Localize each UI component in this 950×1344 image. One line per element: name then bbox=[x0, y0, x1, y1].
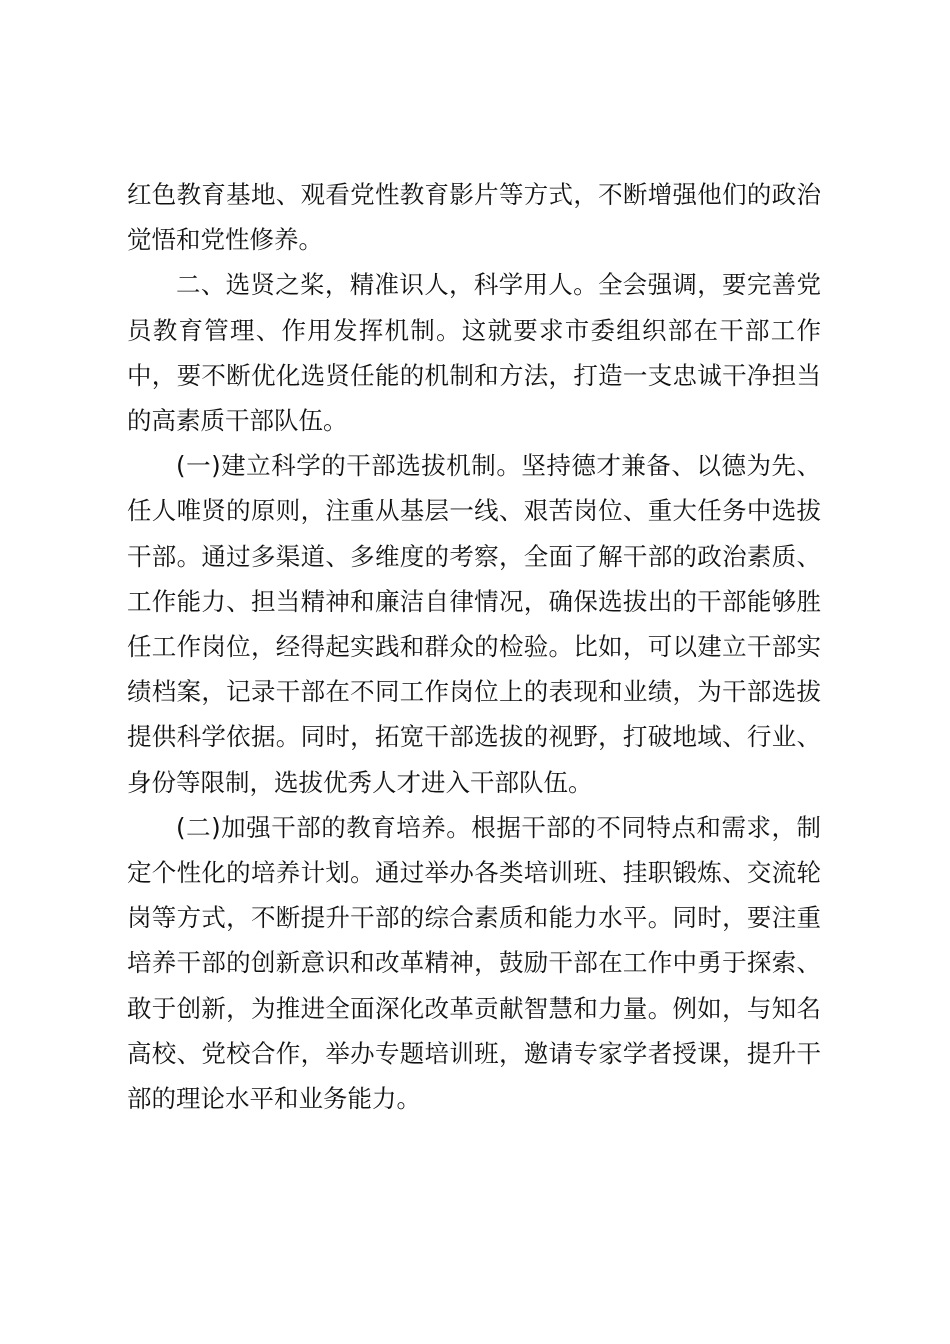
paragraph-subsection-one: (一)建立科学的干部选拔机制。坚持德才兼备、以德为先、任人唯贤的原则，注重从基层一线、艰苦岗位、重大任务中选拔干部。通过多渠道、多维度的考察，全面了解干部的政治素质、工作能力、担当精神和廉洁自律情况，确保选拔出的干部能够胜任工作岗位，经得起实践和群众的检验。比如，可以建立干部实绩档案，记录干部在不同工作岗位上的表现和业绩，为干部选拔提供科学依据。同时，拓宽干部选拔的视野，打破地域、行业、身份等限制，选拔优秀人才进入干部队伍。 bbox=[127, 451, 821, 797]
paragraph-section-two-heading: 二、选贤之桨，精准识人，科学用人。全会强调，要完善党员教育管理、作用发挥机制。这就要求市委组织部在干部工作中，要不断优化选贤任能的机制和方法，打造一支忠诚干净担当的高素质干部队伍。 bbox=[127, 270, 821, 436]
paragraph-subsection-two: (二)加强干部的教育培养。根据干部的不同特点和需求，制定个性化的培养计划。通过举办各类培训班、挂职锻炼、交流轮岗等方式，不断提升干部的综合素质和能力水平。同时，要注重培养干部的创新意识和改革精神，鼓励干部在工作中勇于探索、敢于创新，为推进全面深化改革贡献智慧和力量。例如，与知名高校、党校合作，举办专题培训班，邀请专家学者授课，提升干部的理论水平和业务能力。 bbox=[127, 812, 821, 1114]
body-text bbox=[127, 172, 821, 1121]
paragraph-continuation: 红色教育基地、观看党性教育影片等方式，不断增强他们的政治觉悟和党性修养。 bbox=[127, 180, 821, 255]
